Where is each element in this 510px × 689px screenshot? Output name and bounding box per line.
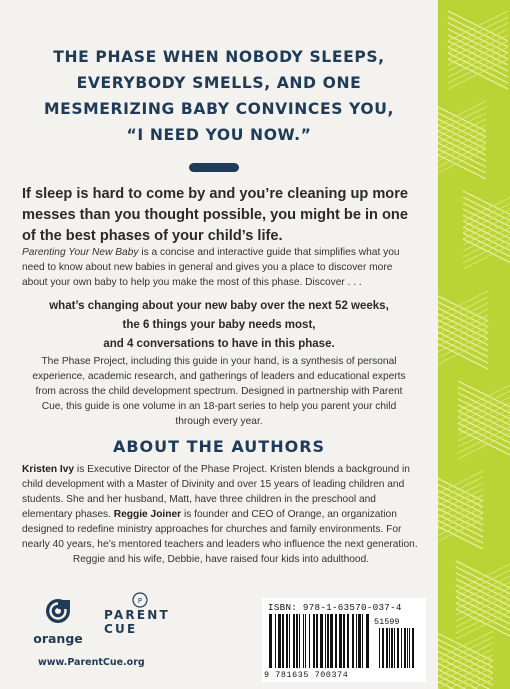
intro-line: messes than you thought possible, you might be in one <box>22 207 408 223</box>
barcode-bar <box>379 628 380 668</box>
leaf-motif <box>438 631 493 689</box>
barcode-bar <box>409 628 410 668</box>
barcode-bar <box>293 614 295 668</box>
barcode-bars <box>268 614 374 672</box>
website-url: www.ParentCue.org <box>38 657 145 668</box>
barcode-bar <box>303 614 304 668</box>
barcode-bar <box>320 614 323 668</box>
paragraph-line: from across the child development spectrum. Designed in partnership with Parent <box>35 386 403 397</box>
headline-line: EVERYBODY SMELLS, AND ONE <box>76 74 362 92</box>
description-text: need to know about new babies in general and gives you a place to discover more <box>22 262 393 273</box>
description-paragraph <box>22 245 422 290</box>
barcode-bar <box>275 614 276 668</box>
leaf-motif <box>438 101 486 179</box>
authors-text: elementary phases. <box>22 509 114 520</box>
barcode-bar <box>327 614 329 668</box>
barcode-label <box>262 598 426 682</box>
barcode-bar <box>407 628 408 668</box>
book-title: Parenting Your New Baby <box>22 247 139 258</box>
price-code: 51599 <box>374 617 400 627</box>
leaf-motif <box>456 561 510 639</box>
description-text: about your own baby to help you make the most of this phase. Discover . . . <box>22 277 362 288</box>
authors-text: is Executive Director of the Phase Project. Kristen blends a background in <box>74 464 410 475</box>
leaf-pattern <box>438 0 510 689</box>
leaf-motif <box>458 381 510 459</box>
authors-text: students. She and her husband, Matt, have three children in the preschool and <box>22 494 376 505</box>
barcode-bar <box>343 614 345 668</box>
svg-text:P: P <box>137 597 143 605</box>
barcode-bar <box>389 628 390 668</box>
parent-cue-wordmark-line2: CUE <box>104 622 138 636</box>
barcode-bar <box>299 614 300 668</box>
authors-text: child development with a Master of Divinity and over 15 years of leading children and <box>22 479 405 490</box>
author-name: Kristen Ivy <box>22 464 75 475</box>
green-spine <box>438 0 510 689</box>
paragraph-line: through every year. <box>175 416 263 427</box>
parent-cue-logo <box>104 592 176 636</box>
isbn-text: ISBN: 978-1-63570-037-4 <box>268 602 402 613</box>
author-name: Reggie Joiner <box>113 509 182 520</box>
orange-logo <box>32 598 84 646</box>
barcode-bar <box>347 614 349 668</box>
barcode-bar <box>362 614 363 668</box>
headline-line: MESMERIZING BABY CONVINCES YOU, <box>43 100 395 118</box>
barcode-bar <box>358 614 361 668</box>
discover-item: what’s changing about your new baby over the next 52 weeks, <box>49 300 389 312</box>
paragraph-line: experience, academic research, and gatherings of leaders and educational experts <box>32 371 406 382</box>
barcode-bar <box>382 628 384 668</box>
barcode-bar <box>316 614 318 668</box>
intro-line: If sleep is hard to come by and you’re cleaning up more <box>22 186 409 202</box>
headline-line: THE PHASE WHEN NOBODY SLEEPS, <box>53 48 385 66</box>
authors-text: Reggie and his wife, Debbie, have raised four kids into adulthood. <box>72 554 370 565</box>
barcode-bar <box>391 628 393 668</box>
barcode-number: 9 781635 700374 <box>264 670 349 680</box>
barcode-bar <box>404 628 406 668</box>
barcode-bar <box>330 614 333 668</box>
headline-divider <box>189 163 239 172</box>
barcode-bar <box>401 628 402 668</box>
about-authors-heading: ABOUT THE AUTHORS <box>112 437 326 456</box>
barcode-bar <box>356 614 357 668</box>
leaf-motif <box>438 471 483 549</box>
barcode-bar <box>286 614 288 668</box>
barcode-bar <box>386 628 388 668</box>
orange-wordmark: orange <box>33 631 83 646</box>
paragraph-line: Cue, this guide is one volume in an 18-part series to help you parent your child <box>41 401 397 412</box>
intro-line: of the best phases of your child’s life. <box>22 228 283 244</box>
barcode-bar <box>282 614 284 668</box>
headline-line: “I NEED YOU NOW.” <box>126 126 312 144</box>
barcode-bar <box>313 614 315 668</box>
barcode-bar <box>269 614 272 668</box>
barcode-bar <box>289 614 290 668</box>
discover-list <box>20 297 418 354</box>
barcode-bar <box>325 614 326 668</box>
leaf-motif <box>448 11 508 89</box>
authors-text: is founder and CEO of Orange, an organization <box>181 509 397 520</box>
orange-swirl-icon <box>45 598 71 624</box>
discover-item: and 4 conversations to have in this phase. <box>103 338 335 350</box>
barcode-bar <box>296 614 298 668</box>
barcode-bar <box>397 628 399 668</box>
barcode-bar <box>352 614 354 668</box>
authors-paragraph <box>22 462 420 567</box>
price-barcode-bars <box>378 628 418 672</box>
authors-text: designed to redefine ministry approaches for churches and family environments. For <box>22 524 402 535</box>
description-text: is a concise and interactive guide that simplifies what you <box>138 247 400 258</box>
cover-headline <box>20 44 418 148</box>
discover-item: the 6 things your baby needs most, <box>122 319 316 331</box>
barcode-bar <box>412 628 414 668</box>
leaf-motif <box>463 191 510 269</box>
barcode-bar <box>366 614 369 668</box>
barcode-bar <box>394 628 395 668</box>
leaf-motif <box>438 291 488 369</box>
phase-project-paragraph <box>20 354 418 429</box>
authors-text: nearly 40 years, he’s mentored teachers and leaders who influence the next generation. <box>22 539 418 550</box>
barcode-bar <box>309 614 310 668</box>
phase-badge-icon <box>132 592 148 608</box>
barcode-bar <box>335 614 337 668</box>
paragraph-line: The Phase Project, including this guide in your hand, is a synthesis of personal <box>41 356 397 367</box>
barcode-bar <box>305 614 306 668</box>
parent-cue-wordmark-line1: PARENT <box>104 608 170 622</box>
intro-paragraph <box>22 184 422 247</box>
barcode-bar <box>339 614 342 668</box>
barcode-bar <box>278 614 281 668</box>
